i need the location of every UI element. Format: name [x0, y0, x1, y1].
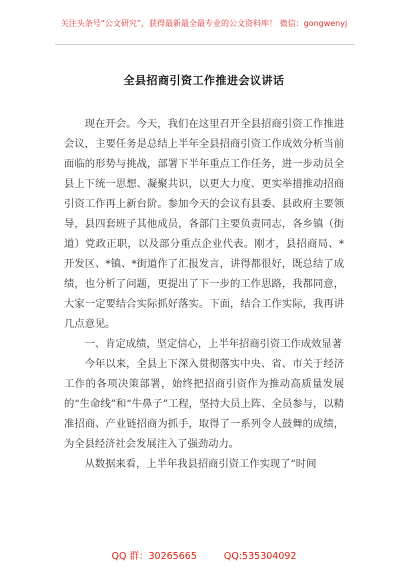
footer-qq: QQ:535304092 [223, 551, 297, 562]
footer-contacts [0, 548, 408, 562]
document-title: 全县招商引资工作推进会议讲话 [123, 74, 285, 87]
header-note: 关注头条号“公文研究”，获得最新最全最专业的公文资料库！ 微信：gongwenyj [60, 19, 348, 28]
section-heading-1: 一、肯定成绩，坚定信心，上半年招商引资工作成效显著 [84, 338, 343, 350]
footer-qq-group: QQ 群：30265665 [111, 551, 197, 562]
paragraph-achievements: 今年以来，全县上下深入贯彻落实中央、省、市关于经济工作的各项决策部署，始终把招商引资作为推动高质量发展的“生命线”和“牛鼻子”工程，坚持大员上阵、全员参与，以精准招商、产业链招商为抓手，取得了一系列令人鼓舞的成绩，为全县经济社会发展注入了强劲动力。 [64, 358, 344, 450]
paragraph-data: 从数据来看，上半年我县招商引资工作实现了“时间 [84, 458, 317, 470]
header-divider [55, 44, 355, 45]
paragraph-opening: 现在开会。今天，我们在这里召开全县招商引资工作推进会议，主要任务是总结上半年全县招商引资工作成效分析当前面临的形势与挑战，部署下半年重点工作任务，进一步动员全县上下统一思想、凝聚共识，以更大力度、更实举措推动招商引资工作再上新台阶。参加今天的会议有县委、县政府主要领导，县四套班子其他成员，各部门主要负责同志，各乡镇（街道）党政正职，以及部分重点企业代表。刚才，县招商局、*开发区、*镇、*街道作了汇报发言，讲得都很好，既总结了成绩，也分析了问题，更提出了下一步的工作思路，我都同意，大家一定要结合实际抓好落实。下面，结合工作实际，我再讲几点意见。 [64, 118, 344, 330]
document-body [64, 114, 344, 474]
